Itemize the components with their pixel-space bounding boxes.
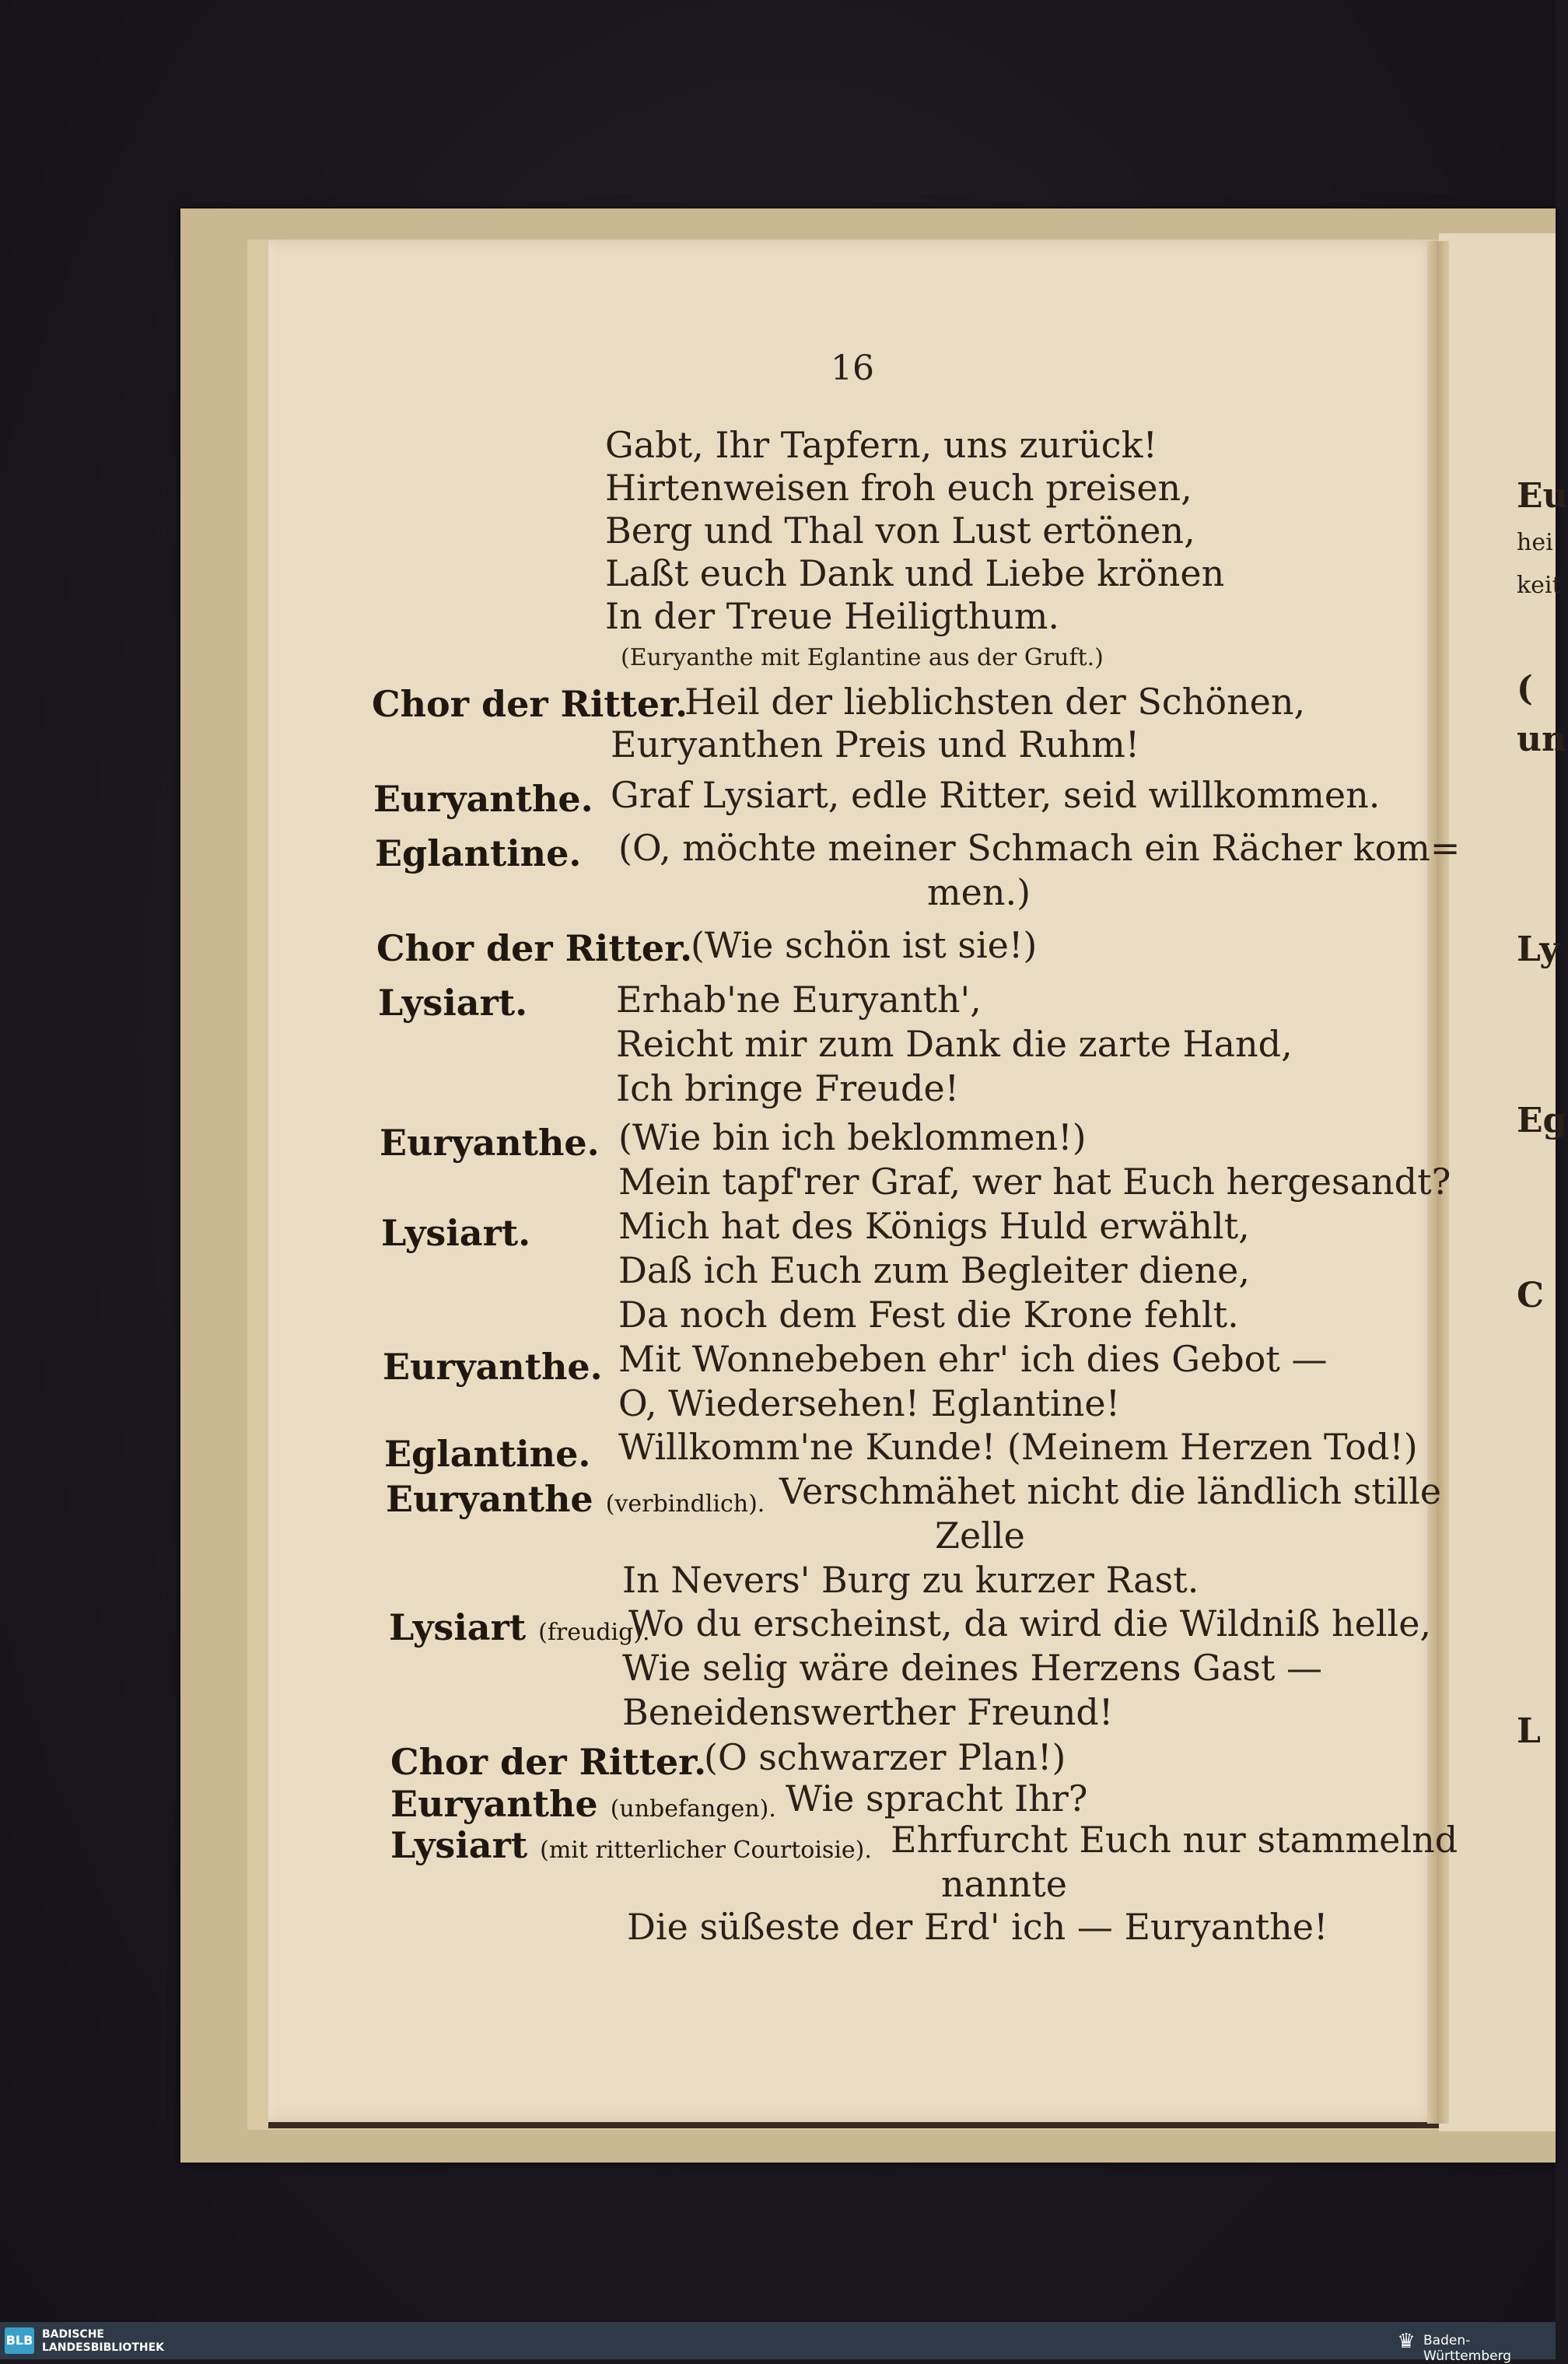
speaker-name: Lysiart: [390, 1824, 528, 1866]
verse-line: In Nevers' Burg zu kurzer Rast.: [622, 1559, 1199, 1601]
coat-of-arms-icon: ♛: [1397, 2330, 1416, 2353]
right-page-text: Ly: [1517, 930, 1559, 969]
verse-line: Wo du erscheinst, da wird die Wildniß helle,: [628, 1602, 1432, 1644]
speaker: Lysiart.: [381, 1212, 531, 1254]
verse-line: Laßt euch Dank und Liebe krönen: [605, 552, 1225, 594]
speaker: [386, 1478, 765, 1520]
speaker-name: Euryanthe: [390, 1783, 598, 1825]
verse-line: Verschmähet nicht die ländlich stille: [779, 1470, 1442, 1512]
speaker: [390, 1783, 776, 1825]
verse-line: Heil der lieblichsten der Schönen,: [684, 681, 1306, 723]
verse-line: Daß ich Euch zum Begleiter diene,: [618, 1249, 1250, 1291]
right-page-text: Eu: [1517, 476, 1568, 516]
verse-line: (Wie schön ist sie!): [691, 924, 1038, 966]
right-page-text: keit: [1517, 572, 1562, 599]
verse-line: Mein tapf'rer Graf, wer hat Euch hergesandt?: [618, 1161, 1451, 1203]
verse-line: Graf Lysiart, edle Ritter, seid willkommen.: [611, 774, 1381, 816]
speaker: Lysiart.: [378, 982, 528, 1024]
verse-line: Erhab'ne Euryanth',: [616, 979, 982, 1021]
right-page-text: L: [1517, 1711, 1541, 1751]
verse-line: (O, möchte meiner Schmach ein Rächer kom=: [618, 827, 1461, 869]
right-page-text: un: [1517, 720, 1566, 759]
speaker: Chor der Ritter.: [376, 927, 693, 969]
stage-direction: (mit ritterlicher Courtoisie).: [540, 1837, 872, 1864]
library-line-2: LANDESBIBLIOTHEK: [42, 2341, 165, 2354]
verse-line: Berg und Thal von Lust ertönen,: [605, 510, 1195, 552]
speaker: Chor der Ritter.: [372, 683, 688, 725]
speaker: Eglantine.: [384, 1433, 591, 1475]
verse-line: Wie selig wäre deines Herzens Gast —: [622, 1647, 1322, 1689]
speaker: [390, 1824, 872, 1866]
page-edge: [268, 2122, 1439, 2128]
speaker: [389, 1606, 650, 1648]
library-name: [42, 2328, 164, 2355]
speaker: Euryanthe.: [380, 1122, 600, 1164]
speaker: Chor der Ritter.: [390, 1741, 707, 1783]
footer-bar: [0, 2322, 1556, 2359]
speaker-name: Euryanthe: [386, 1478, 593, 1520]
speaker: Euryanthe.: [383, 1346, 603, 1388]
verse-line: Ich bringe Freude!: [616, 1067, 960, 1109]
verse-line: Hirtenweisen froh euch preisen,: [605, 467, 1192, 509]
verse-line: In der Treue Heiligthum.: [605, 595, 1059, 637]
right-page-text: hei: [1517, 529, 1553, 556]
verse-line: Euryanthen Preis und Ruhm!: [611, 723, 1140, 765]
speaker: Eglantine.: [375, 832, 582, 874]
stage-direction: (unbefangen).: [610, 1795, 776, 1823]
speaker-name: Lysiart: [389, 1606, 527, 1648]
verse-line: Ehrfurcht Euch nur stammelnd: [891, 1819, 1458, 1861]
verse-line: Willkomm'ne Kunde! (Meinem Herzen Tod!): [618, 1426, 1418, 1468]
verse-line: O, Wiedersehen! Eglantine!: [618, 1382, 1121, 1424]
speaker: Euryanthe.: [373, 778, 593, 820]
blb-logo-icon[interactable]: BLB: [5, 2327, 34, 2354]
right-page-text: Eg: [1517, 1101, 1567, 1140]
verse-line: Da noch dem Fest die Krone fehlt.: [618, 1294, 1239, 1336]
verse-line: men.): [927, 871, 1031, 913]
verse-line: nannte: [941, 1863, 1068, 1905]
verse-line: (O schwarzer Plan!): [704, 1736, 1066, 1778]
stage-direction: (Euryanthe mit Eglantine aus der Gruft.): [621, 644, 1104, 671]
right-page-text: C: [1517, 1276, 1545, 1315]
verse-line: Beneidenswerther Freund!: [622, 1691, 1114, 1733]
verse-line: Zelle: [935, 1515, 1025, 1557]
page-number: 16: [831, 348, 874, 388]
verse-line: (Wie bin ich beklommen!): [618, 1116, 1087, 1158]
state-name[interactable]: Baden-Württemberg: [1423, 2333, 1512, 2364]
verse-line: Wie spracht Ihr?: [786, 1777, 1088, 1819]
right-page-text: (: [1517, 669, 1533, 709]
verse-line: Mich hat des Königs Huld erwählt,: [618, 1205, 1250, 1247]
verse-line: Reicht mir zum Dank die zarte Hand,: [616, 1023, 1293, 1065]
verse-line: Gabt, Ihr Tapfern, uns zurück!: [605, 424, 1157, 466]
library-line-1: BADISCHE: [42, 2328, 104, 2341]
verse-line: Mit Wonnebeben ehr' ich dies Gebot —: [618, 1338, 1328, 1380]
stage-direction: (freudig).: [538, 1619, 650, 1646]
verse-line: Die süßeste der Erd' ich — Euryanthe!: [627, 1906, 1328, 1948]
stage-direction: (verbindlich).: [605, 1490, 765, 1518]
